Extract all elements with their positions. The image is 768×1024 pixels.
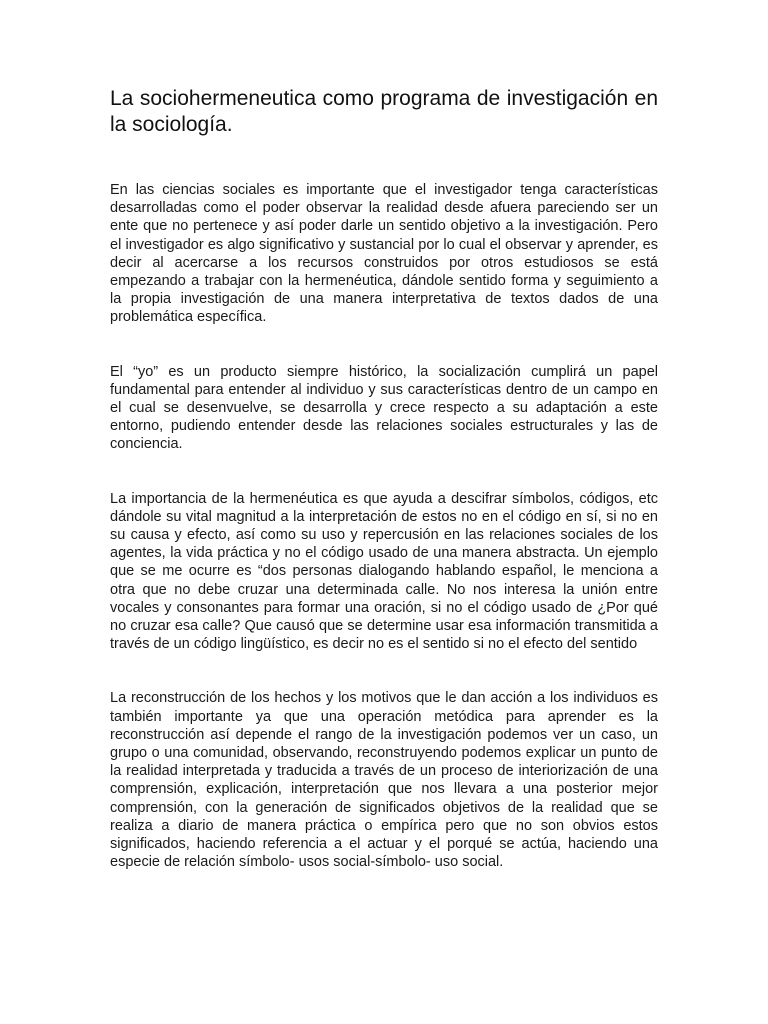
document-page [110,86,658,908]
paragraph-2: El “yo” es un producto siempre histórico, la socialización cumplirá un papel fundamental para entender al individuo y sus características dentro de un campo en el cual se desenvuelve, se desarrolla y crece respecto a su adaptación a este entorno, pudiendo entender desde las relaciones sociales estructurales y las de conciencia. [110,363,658,453]
document-title: La sociohermeneutica como programa de investigación en la sociología. [110,87,658,136]
paragraph-1: En las ciencias sociales es importante que el investigador tenga características desarrolladas como el poder observar la realidad desde afuera pareciendo ser un ente que no pertenece y así poder darle un sentido objetivo a la investigación. Pero el investigador es algo significativo y sustancial por lo cual el observar y aprender, es decir al acercarse a los recursos construidos por otros estudiosos se está empezando a trabajar con la hermenéutica, dándole sentido forma y seguimiento a la propia investigación de una manera interpretativa de textos dados de una problemática específica. [110,182,658,326]
paragraph-4: La reconstrucción de los hechos y los motivos que le dan acción a los individuos es también importante ya que una operación metódica para aprender es la reconstrucción así depende el rango de la investigación podemos ver un caso, un grupo o una comunidad, observando, reconstruyendo podemos explicar un punto de la realidad interpretada y traducida a través de un proceso de interiorización de una comprensión, explicación, interpretación que nos llevara a una posterior mejor comprensión, con la generación de significados objetivos de la realidad que se realiza a diario de manera práctica o empírica pero que no son obvios estos significados, haciendo referencia a el actuar y el porqué se actúa, haciendo una especie de relación símbolo- usos social-símbolo- uso social. [110,690,658,871]
paragraph-3: La importancia de la hermenéutica es que ayuda a descifrar símbolos, códigos, etc dándole su vital magnitud a la interpretación de estos no en el código en sí, si no en su causa y efecto, así como su uso y repercusión en las relaciones sociales de los agentes, la vida práctica y no el código usado de una manera abstracta. Un ejemplo que se me ocurre es “dos personas dialogando hablando español, le menciona a otra que no debe cruzar una determinada calle. No nos interesa la unión entre vocales y consonantes para formar una oración, si no el código usado de ¿Por qué no cruzar esa calle? Que causó que se determine usar esa información transmitida a través de un código lingüístico, es decir no es el sentido si no el efecto del sentido [110,490,658,653]
